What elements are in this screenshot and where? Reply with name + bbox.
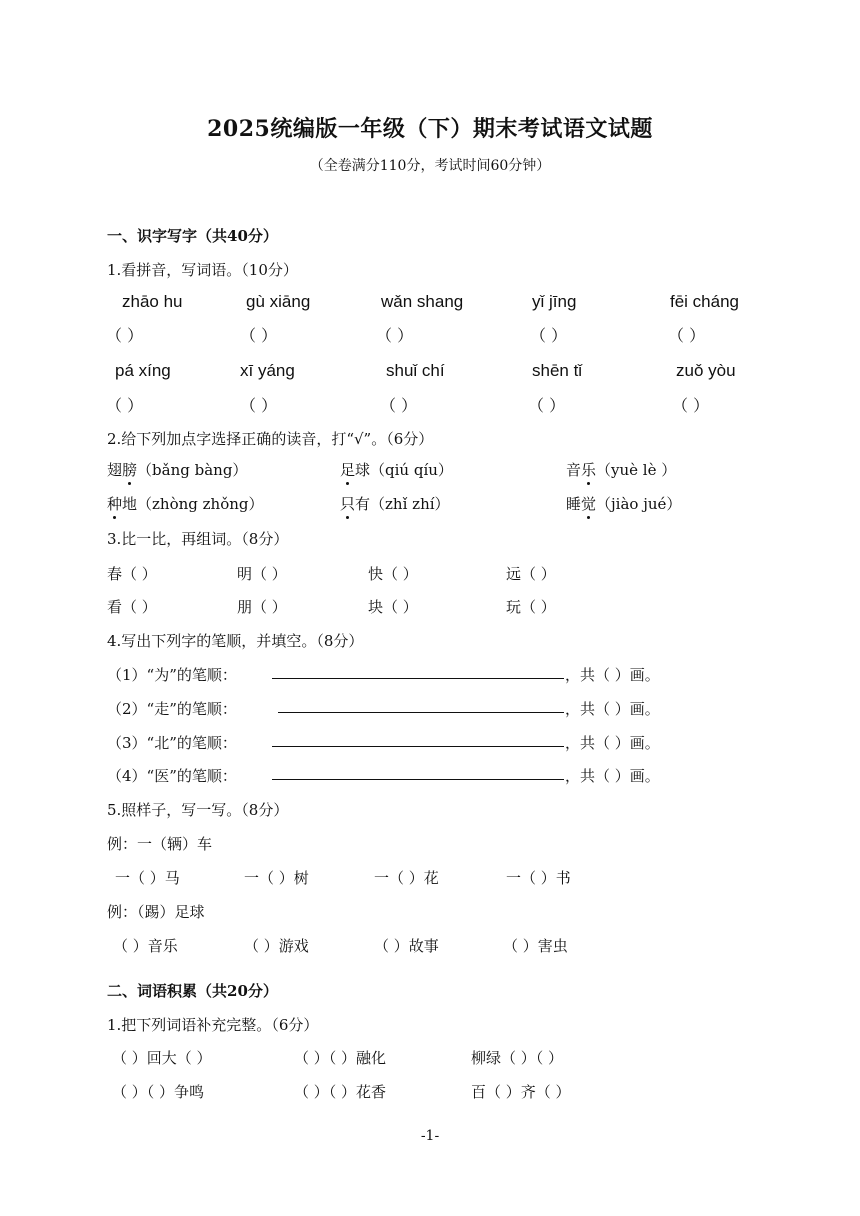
example-1: 例：一（辆）车 xyxy=(107,835,213,853)
verb-item[interactable]: （ ）故事 xyxy=(374,937,439,955)
answer-blank[interactable]: （ ） xyxy=(530,326,568,345)
pinyin-word: yǐ jīng xyxy=(532,292,577,311)
compare-item[interactable]: 快（ ） xyxy=(368,565,418,583)
dotted-char: 足 xyxy=(340,461,356,479)
reading-item: 睡觉（jiào jué） xyxy=(566,495,682,513)
reading-item: 只有（zhǐ zhí） xyxy=(340,495,450,513)
pinyin-word: shēn tǐ xyxy=(532,361,583,380)
pinyin-word: pá xíng xyxy=(115,361,171,380)
question-1-prompt: 1.看拼音，写词语。（10分） xyxy=(107,261,298,279)
stroke-order-label: （3）“北”的笔顺： xyxy=(107,734,237,752)
compare-item[interactable]: 看（ ） xyxy=(107,598,157,616)
verb-item[interactable]: （ ）音乐 xyxy=(113,937,178,955)
dotted-char: 只 xyxy=(340,495,356,513)
page-title: 2025统编版一年级（下）期末考试语文试题 xyxy=(207,116,653,142)
dotted-char: 种 xyxy=(107,495,123,513)
stroke-count[interactable]: ，共（ ）画。 xyxy=(565,767,660,785)
idiom-item[interactable]: 柳绿（ ）（ ） xyxy=(471,1049,564,1067)
measure-word-item[interactable]: 一（ ）马 xyxy=(115,869,180,887)
question-4-prompt: 4.写出下列字的笔顺，并填空。（8分） xyxy=(107,632,364,650)
question-2-prompt: 2.给下列加点字选择正确的读音，打“√”。（6分） xyxy=(107,430,434,448)
example-2: 例：（踢）足球 xyxy=(107,903,205,921)
compare-item[interactable]: 块（ ） xyxy=(368,598,418,616)
page-subtitle: （全卷满分110分，考试时间60分钟） xyxy=(309,158,551,174)
compare-item[interactable]: 远（ ） xyxy=(506,565,556,583)
pinyin-word: fēi cháng xyxy=(670,292,739,311)
compare-item[interactable]: 明（ ） xyxy=(237,565,287,583)
stroke-order-line[interactable] xyxy=(272,664,564,683)
pinyin-word: shuǐ chí xyxy=(386,361,445,380)
stroke-order-line[interactable] xyxy=(272,732,564,751)
idiom-item[interactable]: （ ）回大（ ） xyxy=(112,1049,212,1067)
pinyin-word: gù xiāng xyxy=(246,292,311,311)
compare-item[interactable]: 朋（ ） xyxy=(237,598,287,616)
stroke-count[interactable]: ，共（ ）画。 xyxy=(565,734,660,752)
pinyin-options[interactable]: （qiú qíu） xyxy=(370,461,453,479)
answer-blank[interactable]: （ ） xyxy=(106,326,144,345)
idiom-item[interactable]: （ ）（ ）花香 xyxy=(294,1083,387,1101)
pinyin-options[interactable]: （jiào jué） xyxy=(596,495,682,513)
pinyin-options[interactable]: （yuè lè ） xyxy=(596,461,677,479)
stroke-order-label: （1）“为”的笔顺： xyxy=(107,666,237,684)
question-5-prompt: 5.照样子，写一写。（8分） xyxy=(107,801,289,819)
stroke-count[interactable]: ，共（ ）画。 xyxy=(565,666,660,684)
pinyin-options[interactable]: （zhòng zhǒng） xyxy=(137,495,264,513)
pinyin-options[interactable]: （zhǐ zhí） xyxy=(370,495,450,513)
measure-word-item[interactable]: 一（ ）树 xyxy=(244,869,309,887)
section-heading-1: 一、识字写字（共40分） xyxy=(107,227,278,245)
answer-blank[interactable]: （ ） xyxy=(672,396,710,415)
idiom-item[interactable]: （ ）（ ）融化 xyxy=(294,1049,387,1067)
idiom-item[interactable]: 百（ ）齐（ ） xyxy=(471,1083,571,1101)
question-3-prompt: 3.比一比，再组词。（8分） xyxy=(107,530,289,548)
answer-blank[interactable]: （ ） xyxy=(380,396,418,415)
answer-blank[interactable]: （ ） xyxy=(376,326,414,345)
answer-blank[interactable]: （ ） xyxy=(240,326,278,345)
question-2-1-prompt: 1.把下列词语补充完整。（6分） xyxy=(107,1016,319,1034)
measure-word-item[interactable]: 一（ ）花 xyxy=(374,869,439,887)
pinyin-word: zhāo hu xyxy=(122,292,183,311)
dotted-char: 膀 xyxy=(122,461,138,479)
compare-item[interactable]: 玩（ ） xyxy=(506,598,556,616)
idiom-item[interactable]: （ ）（ ）争鸣 xyxy=(112,1083,205,1101)
dotted-char: 乐 xyxy=(581,461,597,479)
page-number: -1- xyxy=(420,1128,440,1144)
pinyin-word: xī yáng xyxy=(240,361,295,380)
reading-item: 足球（qiú qíu） xyxy=(340,461,453,479)
answer-blank[interactable]: （ ） xyxy=(106,396,144,415)
measure-word-item[interactable]: 一（ ）书 xyxy=(506,869,571,887)
pinyin-word: zuǒ yòu xyxy=(676,361,736,380)
stroke-order-label: （4）“医”的笔顺： xyxy=(107,767,237,785)
pinyin-word: wǎn shang xyxy=(381,292,464,311)
reading-item: 音乐（yuè lè ） xyxy=(566,461,677,479)
section-heading-2: 二、词语积累（共20分） xyxy=(107,982,278,1000)
stroke-order-label: （2）“走”的笔顺： xyxy=(107,700,237,718)
answer-blank[interactable]: （ ） xyxy=(528,396,566,415)
compare-item[interactable]: 春（ ） xyxy=(107,565,157,583)
verb-item[interactable]: （ ）害虫 xyxy=(503,937,568,955)
reading-item: 种地（zhòng zhǒng） xyxy=(107,495,264,513)
stroke-count[interactable]: ，共（ ）画。 xyxy=(565,700,660,718)
pinyin-options[interactable]: （bǎng bàng） xyxy=(137,461,248,479)
answer-blank[interactable]: （ ） xyxy=(240,396,278,415)
dotted-char: 觉 xyxy=(581,495,597,513)
reading-item: 翅膀（bǎng bàng） xyxy=(107,461,248,479)
verb-item[interactable]: （ ）游戏 xyxy=(244,937,309,955)
stroke-order-line[interactable] xyxy=(278,698,564,717)
answer-blank[interactable]: （ ） xyxy=(668,326,706,345)
stroke-order-line[interactable] xyxy=(272,765,564,784)
